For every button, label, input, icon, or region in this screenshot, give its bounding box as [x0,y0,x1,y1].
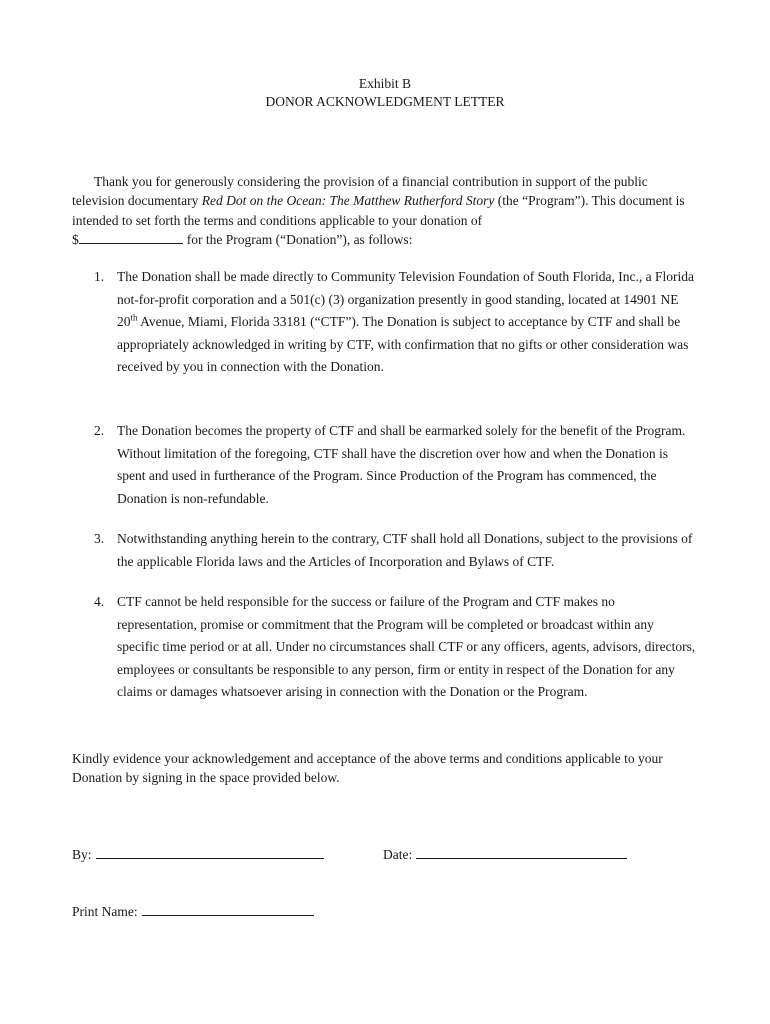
list-item-text: Notwithstanding anything herein to the contrary, CTF shall hold all Donations, subject to the provisions of the applicable Florida laws and the Articles of Incorporation and Bylaws of CTF. [117,531,693,569]
print-name-line[interactable] [142,903,314,916]
list-item [94,420,698,510]
intro-text-part3: for the Program (“Donation”), as follows: [186,232,413,248]
list-item [94,528,698,573]
currency-symbol: $ [72,232,79,248]
intro-paragraph [72,172,702,250]
print-name-label: Print Name: [72,904,138,919]
list-item-text-part2: Avenue, Miami, Florida 33181 (“CTF”). The Donation is subject to acceptance by CTF and shall be appropriately acknowledged in writing by CTF, with confirmation that no gifts or other consideration was received by you in connection with the Donation. [117,314,689,374]
date-label: Date: [383,847,413,862]
intro-text-part2: (the “Program”). This document is intended to set forth the terms and conditions applicable to your donation of [72,193,685,228]
list-item [94,591,698,704]
list-item [94,266,698,379]
signature-print-name-row [72,903,314,921]
ordinal-suffix: th [130,312,138,323]
document-title: DONOR ACKNOWLEDGMENT LETTER [265,94,505,109]
exhibit-label: Exhibit B [358,76,412,91]
program-title: Red Dot on the Ocean: The Matthew Rutherford Story [201,193,495,209]
signature-date-row [383,846,627,864]
closing-paragraph: Kindly evidence your acknowledgement and acceptance of the above terms and conditions applicable to your Donation by signing in the space provided below. [72,751,663,786]
intro-text-part1: Thank you for generously considering the provision of a financial contribution in support of the public television documentary [72,174,648,209]
list-item-text-part1: The Donation shall be made directly to Community Television Foundation of South Florida, Inc., a Florida not-for-profit corporation and a 501(c) (3) organization presently in good standing, located at 14901 NE 20 [117,269,694,329]
signature-by-row [72,846,324,864]
by-label: By: [72,847,92,862]
donation-amount-blank[interactable] [79,231,183,244]
list-item-number: 1. [94,269,105,284]
list-item-text [117,266,698,379]
document-heading [0,75,770,111]
list-item-text: The Donation becomes the property of CTF and shall be earmarked solely for the benefit of the Program. Without limitation of the foregoing, CTF shall have the discretion over how and when the Donation is spent and used in furtherance of the Program. Since Production of the Program has commenced, the Donation is non-refundable. [117,423,686,506]
list-item-text: CTF cannot be held responsible for the success or failure of the Program and CTF makes no representation, promise or commitment that the Program will be completed or broadcast within any specific time period or at all. Under no circumstances shall CTF or any officers, agents, advisors, directors, employees or consultants be responsible to any person, firm or entity in respect of the Donation for any claims or damages whatsoever arising in connection with the Donation or the Program. [117,594,696,699]
signature-line[interactable] [96,846,324,859]
list-item-number: 4. [94,594,105,609]
date-line[interactable] [416,846,627,859]
list-item-number: 3. [94,531,105,546]
list-item-number: 2. [94,423,105,438]
